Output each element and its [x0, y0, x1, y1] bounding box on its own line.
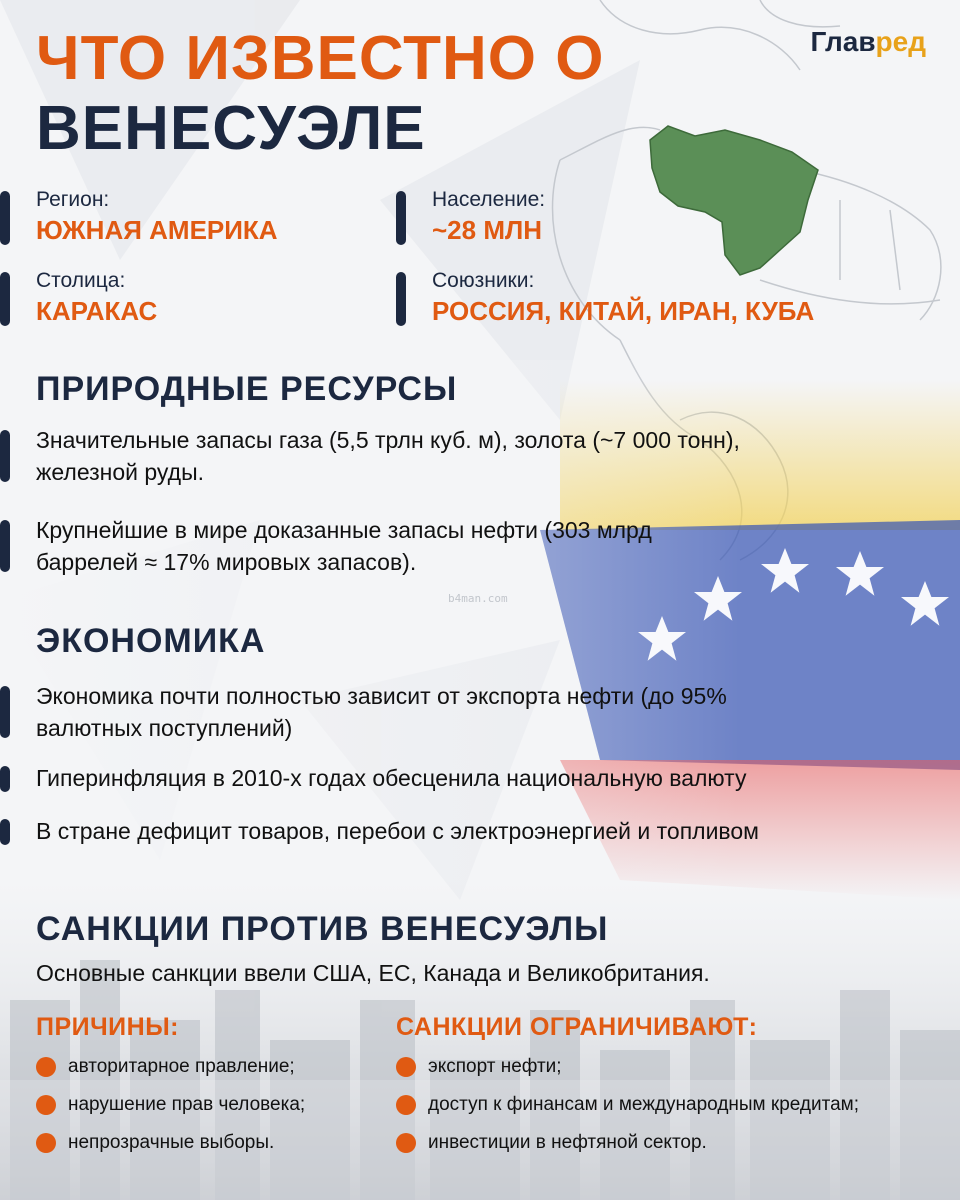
reasons-heading: ПРИЧИНЫ:	[36, 1013, 180, 1041]
fact-label: Союзники:	[432, 269, 535, 292]
item-line: валютных поступлений)	[36, 715, 293, 741]
fact-marker	[0, 272, 10, 326]
title-line-1: ЧТО ИЗВЕСТНО О	[36, 24, 605, 93]
item-marker	[0, 819, 10, 845]
sanctions-subtitle: Основные санкции ввели США, ЕС, Канада и Великобритания.	[36, 960, 710, 986]
economy-item	[36, 815, 759, 847]
reason-item	[36, 1130, 274, 1156]
fact-label: Регион:	[36, 188, 110, 211]
page-title	[36, 24, 604, 164]
section-heading-sanctions: САНКЦИИ ПРОТИВ ВЕНЕСУЭЛЫ	[36, 910, 609, 948]
item-line: Значительные запасы газа (5,5 трлн куб. м), золота (~7 000 тонн),	[36, 427, 740, 453]
economy-item	[36, 762, 746, 794]
fact-label: Столица:	[36, 269, 126, 292]
reason-item	[36, 1054, 295, 1080]
fact-marker	[396, 191, 406, 245]
reason-item	[36, 1092, 305, 1118]
fact-population	[432, 187, 545, 247]
fact-region	[36, 187, 278, 247]
title-line-2: ВЕНЕСУЭЛЕ	[36, 94, 426, 163]
bullet-dot	[396, 1095, 416, 1115]
fact-value: КАРАКАС	[36, 296, 158, 326]
reason-text: авторитарное правление;	[68, 1056, 295, 1077]
reason-text: непрозрачные выборы.	[68, 1132, 275, 1153]
item-line: баррелей ≈ 17% мировых запасов).	[36, 549, 417, 575]
fact-label: Население:	[432, 188, 546, 211]
item-line: Экономика почти полностью зависит от экспорта нефти (до 95%	[36, 683, 727, 709]
limit-item	[396, 1092, 859, 1118]
item-marker	[0, 520, 10, 572]
item-line: Гиперинфляция в 2010-х годах обесценила национальную валюту	[36, 765, 747, 791]
item-line: Крупнейшие в мире доказанные запасы нефти (303 млрд	[36, 517, 652, 543]
section-heading-resources: ПРИРОДНЫЕ РЕСУРСЫ	[36, 370, 458, 408]
watermark: b4man.com	[448, 592, 508, 605]
limit-text: доступ к финансам и международным кредитам;	[428, 1094, 860, 1115]
reason-text: нарушение прав человека;	[68, 1094, 306, 1115]
brand-logo	[810, 26, 926, 58]
fact-value: РОССИЯ, КИТАЙ, ИРАН, КУБА	[432, 296, 815, 326]
limit-text: инвестиции в нефтяной сектор.	[428, 1132, 707, 1153]
limits-heading: САНКЦИИ ОГРАНИЧИВАЮТ:	[396, 1013, 758, 1041]
fact-value: ~28 МЛН	[432, 215, 543, 245]
section-heading-economy: ЭКОНОМИКА	[36, 622, 266, 660]
bullet-dot	[396, 1133, 416, 1153]
resource-item	[36, 424, 740, 488]
bullet-dot	[36, 1095, 56, 1115]
logo-part-2: ред	[875, 26, 926, 57]
bullet-dot	[36, 1057, 56, 1077]
item-marker	[0, 430, 10, 482]
limit-item	[396, 1054, 562, 1080]
resource-item	[36, 514, 652, 578]
fact-capital	[36, 268, 157, 328]
limit-text: экспорт нефти;	[428, 1056, 562, 1077]
fact-allies	[432, 268, 814, 328]
limit-item	[396, 1130, 707, 1156]
item-marker	[0, 686, 10, 738]
bullet-dot	[396, 1057, 416, 1077]
fact-marker	[0, 191, 10, 245]
logo-part-1: Глав	[810, 26, 876, 57]
item-marker	[0, 766, 10, 792]
economy-item	[36, 680, 727, 744]
item-line: железной руды.	[36, 459, 205, 485]
bullet-dot	[36, 1133, 56, 1153]
fact-marker	[396, 272, 406, 326]
fact-value: ЮЖНАЯ АМЕРИКА	[36, 215, 278, 245]
item-line: В стране дефицит товаров, перебои с электроэнергией и топливом	[36, 818, 759, 844]
